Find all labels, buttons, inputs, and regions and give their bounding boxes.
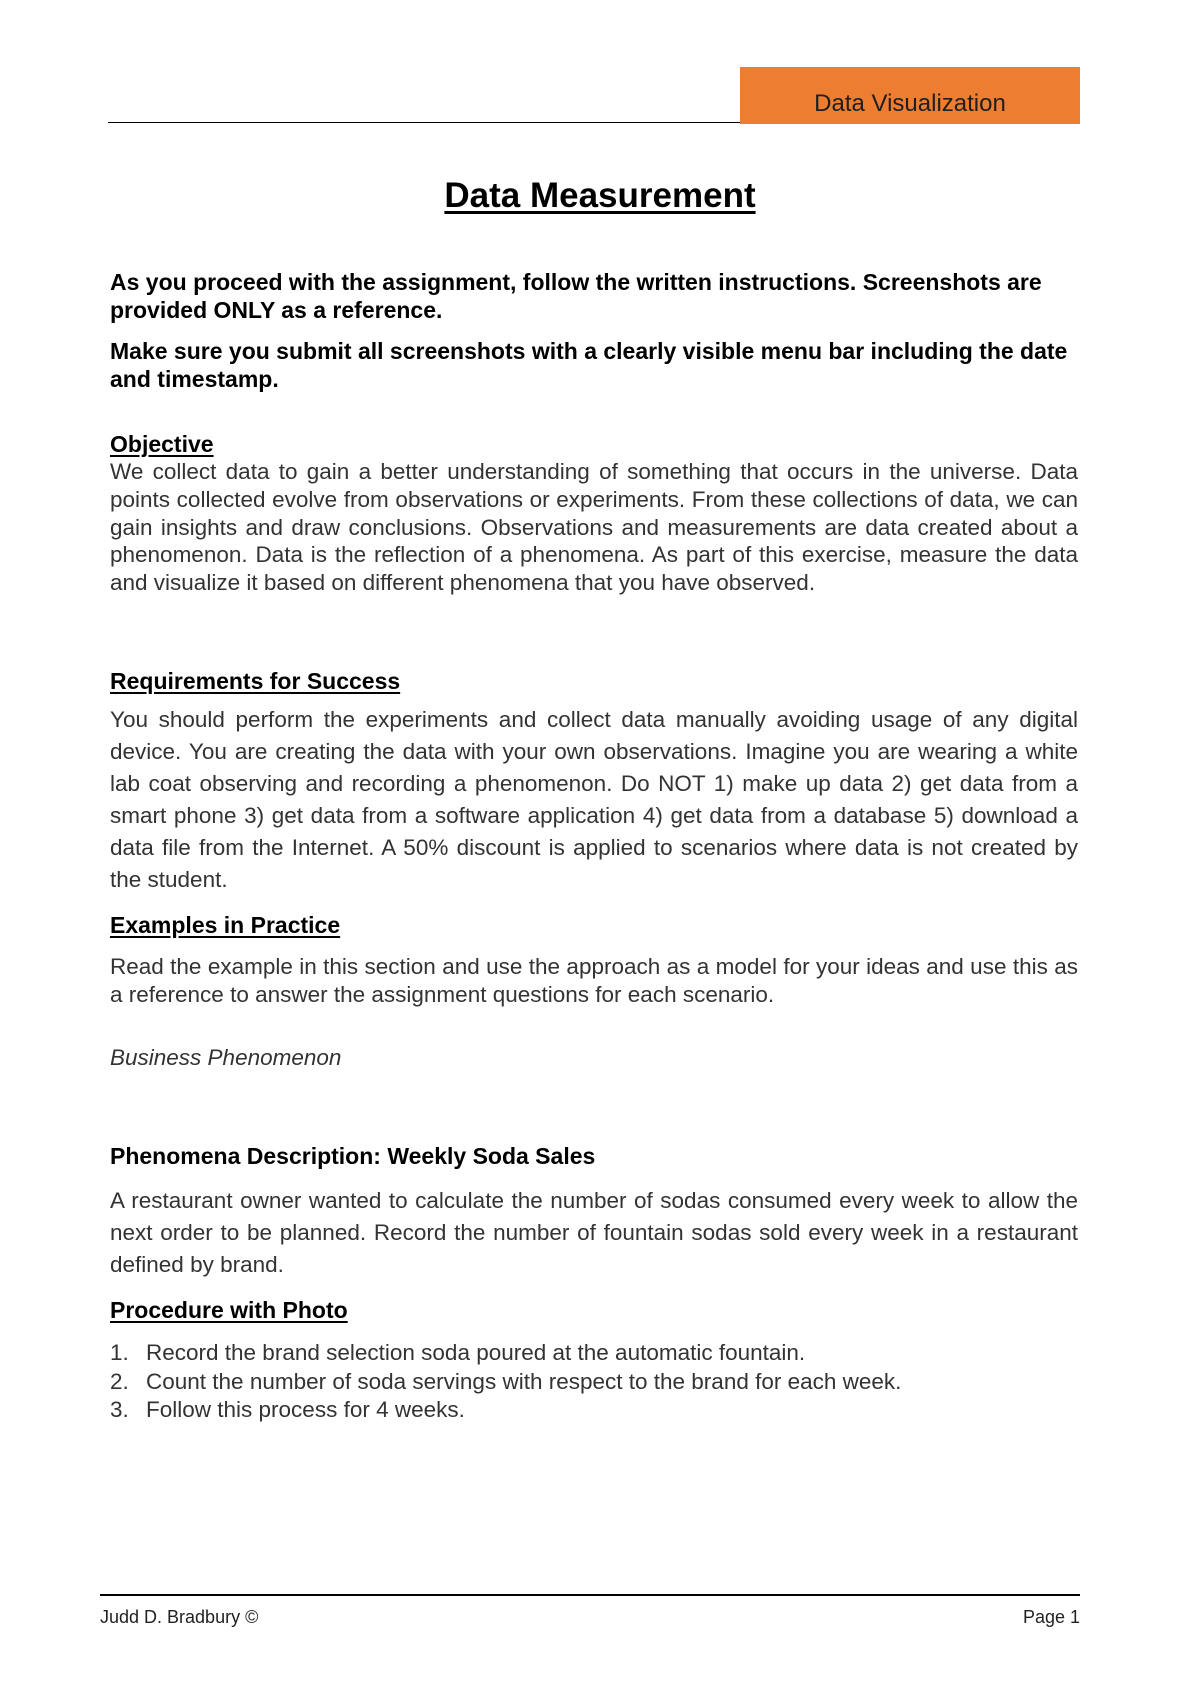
- step-text: Follow this process for 4 weeks.: [146, 1397, 465, 1422]
- examples-text: Read the example in this section and use the approach as a model for your ideas and use this as a reference to answer the assignment questions for each scenario.: [110, 954, 1078, 1007]
- business-phenomenon-label: Business Phenomenon: [110, 1045, 342, 1070]
- phenomena-heading: Phenomena Description: Weekly Soda Sales: [110, 1143, 596, 1169]
- examples-body: [110, 953, 1078, 1009]
- list-item: [110, 1339, 1078, 1368]
- examples-category: [110, 1045, 1078, 1071]
- list-item: [110, 1368, 1078, 1397]
- step-text: Count the number of soda servings with respect to the brand for each week.: [146, 1368, 902, 1394]
- intro-section-2: [110, 337, 1078, 393]
- intro-paragraph-1: As you proceed with the assignment, follow the written instructions. Screenshots are provided ONLY as a reference.: [110, 269, 1042, 323]
- objective-heading: Objective: [110, 431, 214, 457]
- footer-rule: [100, 1594, 1080, 1596]
- footer-page-number: Page 1: [1022, 1607, 1080, 1627]
- requirements-body: [110, 704, 1078, 896]
- step-number: 3.: [110, 1397, 129, 1422]
- intro-paragraph-2: Make sure you submit all screenshots with a clearly visible menu bar including the date and timestamp.: [110, 338, 1068, 392]
- footer-author: Judd D. Bradbury ©: [100, 1607, 259, 1627]
- phenomena-body: [110, 1185, 1078, 1281]
- procedure-steps: [110, 1339, 1078, 1425]
- step-number: 1.: [110, 1340, 129, 1365]
- intro-section: [110, 268, 1078, 324]
- objective-section: [110, 430, 1078, 597]
- requirements-section: [110, 667, 1078, 695]
- examples-section: [110, 911, 1078, 939]
- header-tab-label: Data Visualization: [814, 90, 1006, 117]
- header-tab: [740, 67, 1080, 124]
- phenomena-text: A restaurant owner wanted to calculate the number of sodas consumed every week to allow the next order to be planned. Record the number of fountain sodas sold every week in a restaurant defined by brand.: [110, 1188, 1078, 1277]
- page-title: Data Measurement: [444, 176, 756, 215]
- procedure-list: [110, 1339, 1078, 1425]
- step-number: 2.: [110, 1368, 129, 1394]
- list-item: [110, 1396, 1078, 1425]
- step-text: Record the brand selection soda poured at the automatic fountain.: [146, 1340, 806, 1365]
- header-rule: [108, 122, 740, 123]
- procedure-heading: Procedure with Photo: [110, 1297, 348, 1323]
- objective-text: We collect data to gain a better understanding of something that occurs in the universe. Data points collected evolve from observations or experiments. From these collections of data, we can gain insights and draw conclusions. Observations and measurements are data created about a phenomenon. Data is the reflection of a phenomena. As part of this exercise, measure the data and visualize it based on different phenomena that you have observed.: [110, 459, 1078, 596]
- phenomena-section: [110, 1142, 1078, 1170]
- requirements-text: You should perform the experiments and collect data manually avoiding usage of any digital device. You are creating the data with your own observations. Imagine you are wearing a white lab coat observing and recording a phenomenon. Do NOT 1) make up data 2) get data from a smart phone 3) get data from a software application 4) get data from a database 5) download a data file from the Internet. A 50% discount is applied to scenarios where data is not created by the student.: [110, 707, 1078, 892]
- procedure-section: [110, 1296, 1078, 1324]
- examples-heading: Examples in Practice: [110, 912, 341, 938]
- requirements-heading: Requirements for Success: [110, 668, 401, 694]
